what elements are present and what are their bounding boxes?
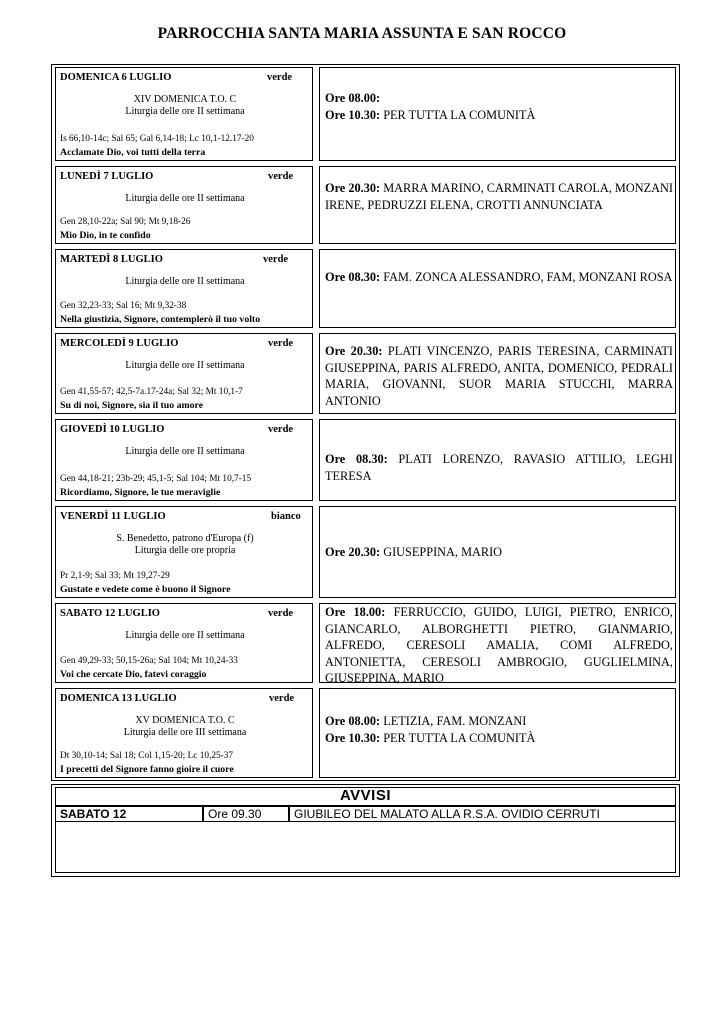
mass-entry xyxy=(325,604,673,687)
liturgy-cell xyxy=(55,419,313,501)
celebration-title: XIV DOMENICA T.O. C xyxy=(133,94,237,105)
liturgy-hours: Liturgia delle ore II settimana xyxy=(125,106,245,117)
mass-entry xyxy=(325,269,673,286)
mass-entry xyxy=(325,451,673,484)
day-label: GIOVEDÌ 10 LUGLIO xyxy=(60,424,165,435)
day-row xyxy=(55,688,676,778)
day-label: DOMENICA 6 LUGLIO xyxy=(60,72,172,83)
mass-time: Ore 10.30: xyxy=(325,107,381,122)
mass-entry xyxy=(325,343,673,409)
mass-intention: LETIZIA, FAM. MONZANI xyxy=(383,714,527,728)
readings-refs: Is 66,10-14c; Sal 65; Gal 6,14-18; Lc 10,1-12.17-20 xyxy=(60,134,254,144)
mass-intention: PLATI LORENZO, RAVASIO ATTILIO, LEGHI TERESA xyxy=(325,452,673,483)
readings-refs: Gen 49,29-33; 50,15-26a; Sal 104; Mt 10,24-33 xyxy=(60,656,238,666)
liturgical-color: verde xyxy=(268,338,294,349)
mass-intention: PLATI VINCENZO, PARIS TERESINA, CARMINATI GIUSEPPINA, PARIS ALFREDO, ANITA, DOMENICO, PEDRALI MARIA, GIOVANNI, SUOR MARIA STUCCHI, MARRA ANTONIO xyxy=(325,344,673,408)
mass-entry xyxy=(325,180,673,213)
mass-intention: FAM. ZONCA ALESSANDRO, FAM, MONZANI ROSA xyxy=(383,270,673,284)
liturgical-color: verde xyxy=(267,72,293,83)
mass-intentions-cell xyxy=(319,166,676,244)
mass-intentions-cell xyxy=(319,67,676,161)
mass-intentions-cell xyxy=(319,603,676,683)
liturgy-hours: Liturgia delle ore II settimana xyxy=(125,630,245,641)
readings-refs: Dt 30,10-14; Sal 18; Col 1,15-20; Lc 10,25-37 xyxy=(60,751,234,761)
mass-intention: PER TUTTA LA COMUNITÀ xyxy=(383,730,536,745)
mass-intentions-cell xyxy=(319,419,676,501)
celebration-title: XV DOMENICA T.O. C xyxy=(135,715,235,726)
mass-time: Ore 20.30: xyxy=(325,545,381,559)
psalm-response: Nella giustizia, Signore, contemplerò il tuo volto xyxy=(60,314,261,325)
liturgy-hours: Liturgia delle ore II settimana xyxy=(125,360,245,371)
mass-time: Ore 08.30: xyxy=(325,452,388,466)
liturgical-color: verde xyxy=(263,254,289,265)
liturgical-color: verde xyxy=(268,608,294,619)
psalm-response: I precetti del Signore fanno gioire il cuore xyxy=(60,764,234,775)
mass-entry xyxy=(325,107,673,124)
liturgical-color: verde xyxy=(269,693,295,704)
day-label: LUNEDÌ 7 LUGLIO xyxy=(60,171,154,182)
avvisi-time: Ore 09.30 xyxy=(203,806,289,822)
mass-intention: GIUSEPPINA, MARIO xyxy=(383,545,503,559)
mass-entry xyxy=(325,544,673,561)
mass-intentions-cell xyxy=(319,249,676,328)
liturgy-hours: Liturgia delle ore II settimana xyxy=(125,446,245,457)
mass-intentions-cell xyxy=(319,333,676,414)
celebration-title: S. Benedetto, patrono d'Europa (f) xyxy=(116,533,254,544)
day-label: MERCOLEDÌ 9 LUGLIO xyxy=(60,338,179,349)
day-row xyxy=(55,333,676,414)
liturgy-cell xyxy=(55,249,313,328)
day-label: MARTEDÌ 8 LUGLIO xyxy=(60,254,163,265)
page-title: PARROCCHIA SANTA MARIA ASSUNTA E SAN ROCCO xyxy=(157,25,567,42)
day-row xyxy=(55,166,676,244)
liturgy-cell xyxy=(55,166,313,244)
avvisi-day: SABATO 12 xyxy=(55,806,203,822)
liturgy-cell xyxy=(55,688,313,778)
mass-intention: MARRA MARINO, CARMINATI CAROLA, MONZANI IRENE, PEDRUZZI ELENA, CROTTI ANNUNCIATA xyxy=(325,181,673,212)
liturgy-cell xyxy=(55,506,313,598)
liturgy-hours: Liturgia delle ore II settimana xyxy=(125,193,245,204)
readings-refs: Pr 2,1-9; Sal 33; Mt 19,27-29 xyxy=(60,571,170,581)
psalm-response: Mio Dio, in te confido xyxy=(60,230,151,241)
readings-refs: Gen 32,23-33; Sal 16; Mt 9,32-38 xyxy=(60,301,187,311)
liturgy-hours: Liturgia delle ore propria xyxy=(134,545,236,556)
day-row xyxy=(55,603,676,683)
mass-time: Ore 08.00: xyxy=(325,91,381,105)
liturgy-hours: Liturgia delle ore II settimana xyxy=(125,276,245,287)
psalm-response: Su di noi, Signore, sia il tuo amore xyxy=(60,400,204,411)
liturgy-cell xyxy=(55,333,313,414)
readings-refs: Gen 44,18-21; 23b-29; 45,1-5; Sal 104; Mt 10,7-15 xyxy=(60,474,252,484)
avvisi-table xyxy=(55,806,676,821)
psalm-response: Voi che cercate Dio, fatevi coraggio xyxy=(60,669,207,680)
mass-time: Ore 20.30: xyxy=(325,181,381,195)
liturgy-hours: Liturgia delle ore III settimana xyxy=(123,727,247,738)
mass-intentions-cell xyxy=(319,688,676,778)
mass-time: Ore 18.00: xyxy=(325,605,386,619)
avvisi-title: AVVISI xyxy=(339,787,392,804)
readings-refs: Gen 28,10-22a; Sal 90; Mt 9,18-26 xyxy=(60,217,191,227)
day-row xyxy=(55,249,676,328)
mass-intentions-cell xyxy=(319,506,676,598)
day-label: DOMENICA 13 LUGLIO xyxy=(60,693,177,704)
mass-time: Ore 08.00: xyxy=(325,714,381,728)
liturgy-cell xyxy=(55,67,313,161)
avvisi-text: GIUBILEO DEL MALATO ALLA R.S.A. OVIDIO CERRUTI xyxy=(289,806,676,822)
psalm-response: Ricordiamo, Signore, le tue meraviglie xyxy=(60,487,221,498)
mass-time: Ore 20.30: xyxy=(325,344,383,358)
mass-intention: PER TUTTA LA COMUNITÀ xyxy=(383,107,536,122)
mass-time: Ore 10.30: xyxy=(325,730,381,745)
day-row xyxy=(55,67,676,161)
liturgical-color: verde xyxy=(268,171,294,182)
mass-intention: FERRUCCIO, GUIDO, LUIGI, PIETRO, ENRICO, GIANCARLO, ALBORGHETTI PIETRO, GIANMARIO, ALFREDO, CERESOLI AMALIA, COMI ALFREDO, ANTONIETTA, CERESOLI AMBROGIO, GUGLIELMINA, GIUSEPPINA, MARIO xyxy=(325,605,673,685)
liturgical-color: bianco xyxy=(271,511,301,522)
mass-time: Ore 08.30: xyxy=(325,270,381,284)
mass-entry xyxy=(325,90,673,107)
liturgy-cell xyxy=(55,603,313,683)
day-label: VENERDÌ 11 LUGLIO xyxy=(60,511,166,522)
psalm-response: Gustate e vedete come è buono il Signore xyxy=(60,584,231,595)
mass-entry xyxy=(325,730,673,747)
liturgical-color: verde xyxy=(268,424,294,435)
day-row xyxy=(55,419,676,501)
day-row xyxy=(55,506,676,598)
mass-entry xyxy=(325,713,673,730)
psalm-response: Acclamate Dio, voi tutti della terra xyxy=(60,147,206,158)
day-label: SABATO 12 LUGLIO xyxy=(60,608,160,619)
readings-refs: Gen 41,55-57; 42,5-7a.17-24a; Sal 32; Mt 10,1-7 xyxy=(60,387,243,397)
